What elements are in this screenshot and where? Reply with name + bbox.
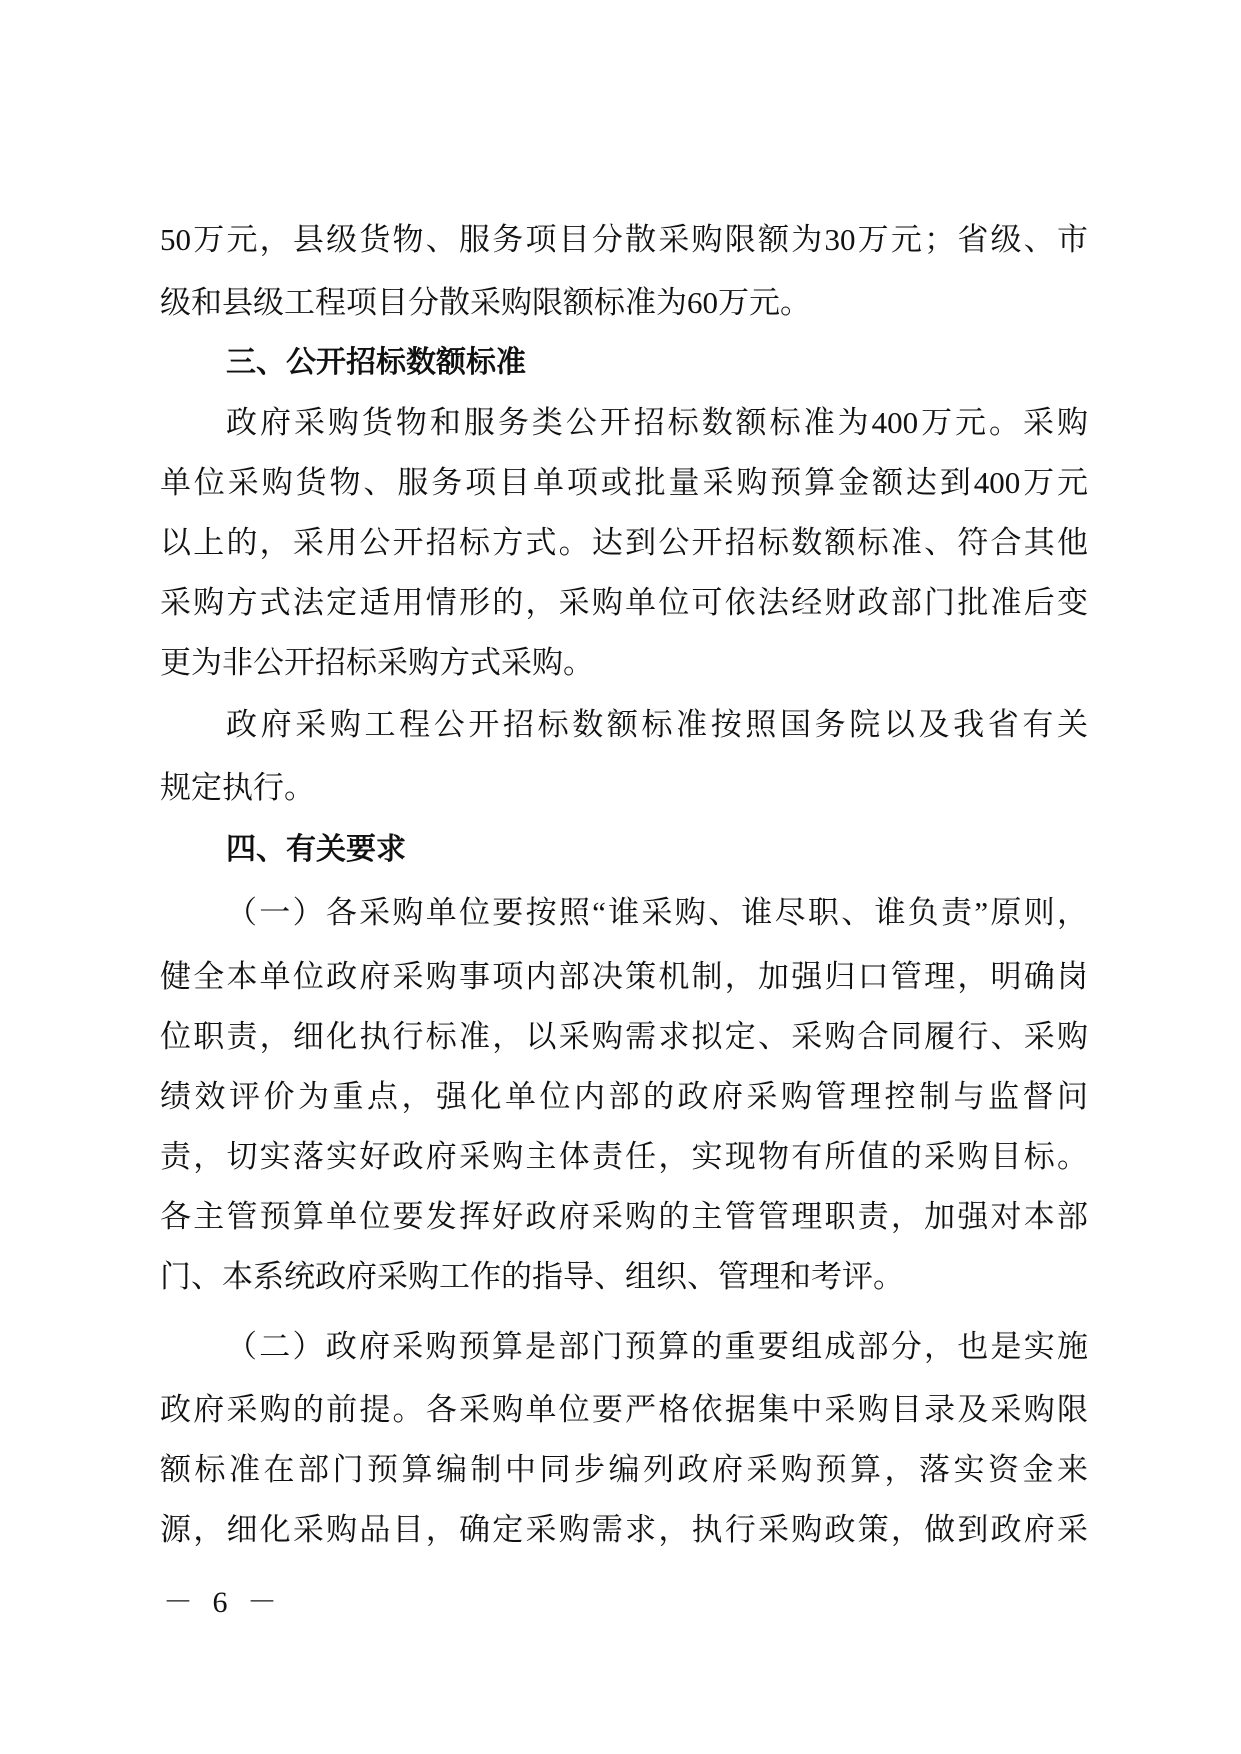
body-line: 采购方式法定适用情形的，采购单位可依法经财政部门批准后变 xyxy=(160,585,1088,620)
body-line: 级和县级工程项目分散采购限额标准为60万元。 xyxy=(160,285,811,320)
body-line: 绩效评价为重点，强化单位内部的政府采购管理控制与监督问 xyxy=(160,1079,1088,1114)
body-line: 政府采购货物和服务类公开招标数额标准为400万元。采购 xyxy=(226,405,1088,440)
body-line: 位职责，细化执行标准，以采购需求拟定、采购合同履行、采购 xyxy=(160,1019,1088,1054)
body-line: （二）政府采购预算是部门预算的重要组成部分，也是实施 xyxy=(226,1329,1088,1364)
body-line: 健全本单位政府采购事项内部决策机制，加强归口管理，明确岗 xyxy=(160,959,1088,994)
body-line: 责，切实落实好政府采购主体责任，实现物有所值的采购目标。 xyxy=(160,1139,1088,1174)
body-line: 门、本系统政府采购工作的指导、组织、管理和考评。 xyxy=(160,1259,904,1294)
body-line: 50万元，县级货物、服务项目分散采购限额为30万元；省级、市 xyxy=(160,222,1088,257)
body-line: 各主管预算单位要发挥好政府采购的主管管理职责，加强对本部 xyxy=(160,1199,1088,1234)
body-line: 源，细化采购品目，确定采购需求，执行采购政策，做到政府采 xyxy=(160,1512,1088,1547)
body-line: 政府采购工程公开招标数额标准按照国务院以及我省有关 xyxy=(226,707,1088,742)
page-number: － 6 － xyxy=(163,1586,283,1619)
body-line: 以上的，采用公开招标方式。达到公开招标数额标准、符合其他 xyxy=(160,525,1088,560)
body-line: 规定执行。 xyxy=(160,770,315,805)
body-line: 更为非公开招标采购方式采购。 xyxy=(160,645,594,680)
body-line: 额标准在部门预算编制中同步编列政府采购预算，落实资金来 xyxy=(160,1452,1088,1487)
body-line: （一）各采购单位要按照“谁采购、谁尽职、谁负责”原则， xyxy=(226,895,1088,930)
body-line: 政府采购的前提。各采购单位要严格依据集中采购目录及采购限 xyxy=(160,1392,1088,1427)
section-heading-4: 四、有关要求 xyxy=(226,832,406,867)
section-heading-3: 三、公开招标数额标准 xyxy=(226,345,526,380)
body-line: 单位采购货物、服务项目单项或批量采购预算金额达到400万元 xyxy=(160,465,1088,500)
